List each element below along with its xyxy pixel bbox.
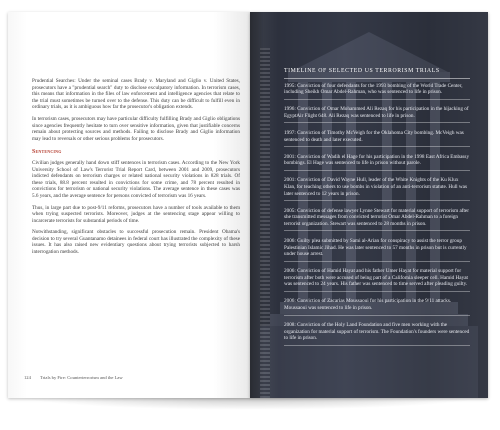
timeline-entry: 2006: Conviction of Hamid Hayat and his father Umer Hayat for material support for terrorism after both were accused of being part of a California sleeper cell. Hamid Hayat was sentenced to 24 years. His father was sentenced to time served after pleading guilty. <box>284 268 470 292</box>
timeline-title: TIMELINE OF SELECTED US TERRORISM TRIALS <box>284 68 470 79</box>
timeline-entry: 1997: Conviction of Timothy McVeigh for the Oklahoma City bombing. McVeigh was sentenced to death and later executed. <box>284 130 470 147</box>
left-page <box>8 12 250 398</box>
page-number: 124 <box>24 375 31 380</box>
right-page <box>250 12 488 398</box>
running-title: Trials by Fire: Counterterrorism and the Law <box>39 375 123 380</box>
book-gutter <box>250 12 264 398</box>
paragraph: In terrorism cases, prosecutors may have particular difficulty fulfilling Brady and Giglio obligations since agencies frequently hesitate to turn over sensitive information, given that justifiable concerns remain about protecting sources and methods. Failing to disclose Brady and Giglio information may lead to reversals or other serious problems for prosecutors. <box>32 115 240 142</box>
left-page-body <box>32 78 240 261</box>
timeline-entry: 2001: Conviction of David Wayne Hull, leader of the White Knights of the Ku Klux Klan, for teaching others to use bombs in violation of an anti-terrorism statute. Hull was later sentenced to 12 years in prison. <box>284 177 470 201</box>
section-heading: Sentencing <box>32 149 62 156</box>
timeline <box>284 68 470 352</box>
timeline-entry: 1996: Conviction of Omar Mohammed Ali Rezaq for his participation in the hijacking of EgyptAir Flight 648. Ali Rezaq was sentenced to life in prison. <box>284 106 470 123</box>
timeline-entry: 2006: Conviction of Zacarias Moussaoui for his participation in the 9/11 attacks. Moussaoui was sentenced to life in prison. <box>284 298 470 315</box>
paragraph: Civilian judges generally hand down stiff sentences in terrorism cases. According to the New York University School of Law's Terrorist Trial Report Card, between 2001 and 2009, prosecutors indicted defendants on terrorism charges or related national security violations in 828 trials. Of these trials, 88.8 percent resulted in convictions for some crime, and 78 percent resulted in convictions for terrorism or national security violations. The average sentence in these cases was 5.6 years, and the average sentence for persons convicted of terrorism was 16 years. <box>32 159 240 199</box>
timeline-entry: 2005: Conviction of defense lawyer Lynne Stewart for material support of terrorism after she transmitted messages from convicted terrorist Omar Abdel-Rahman to a foreign terrorist organization. Stewart was sentenced to 28 months in prison. <box>284 208 470 232</box>
page-footer <box>24 375 131 380</box>
timeline-entry: 2006: Guilty plea submitted by Sami al-Arian for conspiracy to assist the terror group Palestinian Islamic Jihad. He was later sentenced to 57 months in prison but is currently under house arrest. <box>284 238 470 262</box>
paragraph: Prudential Searches: Under the seminal cases Brady v. Maryland and Giglio v. United States, prosecutors have a "prudential search" duty to disclose exculpatory information. In terrorism cases, this means that information in the files of law enforcement and intelligence agencies that relate to the trial must sometimes be turned over to the defense. This duty can be difficult to fulfill even in ordinary trials, as it is ambiguous how far the prosecutor's obligation extends. <box>32 78 240 111</box>
timeline-entry: 2008: Conviction of the Holy Land Foundation and five men working with the organization for material support of terrorism. The Foundation's founders were sentenced to life in prison. <box>284 322 470 346</box>
paragraph: Notwithstanding, significant obstacles to successful prosecution remain. President Obama's decision to try several Guantanamo detainees in federal court has illustrated the complexity of these issues. It has also raised new evidentiary questions about trying terrorists subjected to harsh interrogation methods. <box>32 229 240 256</box>
timeline-entry: 1995: Conviction of four defendants for the 1993 bombing of the World Trade Center, including Sheikh Omar Abdel-Rahman, who was sentenced to life in prison. <box>284 83 470 100</box>
timeline-entry: 2001: Conviction of Wadih el Hage for his participation in the 1998 East Africa Embassy bombings. El Hage was sentenced to life in prison without parole. <box>284 154 470 171</box>
paragraph: Thus, in large part due to post-9/11 reforms, prosecutors have a number of tools available to them when trying suspected terrorists. Moreover, judges at the sentencing stage appear willing to incarcerate terrorists for substantial periods of time. <box>32 204 240 224</box>
